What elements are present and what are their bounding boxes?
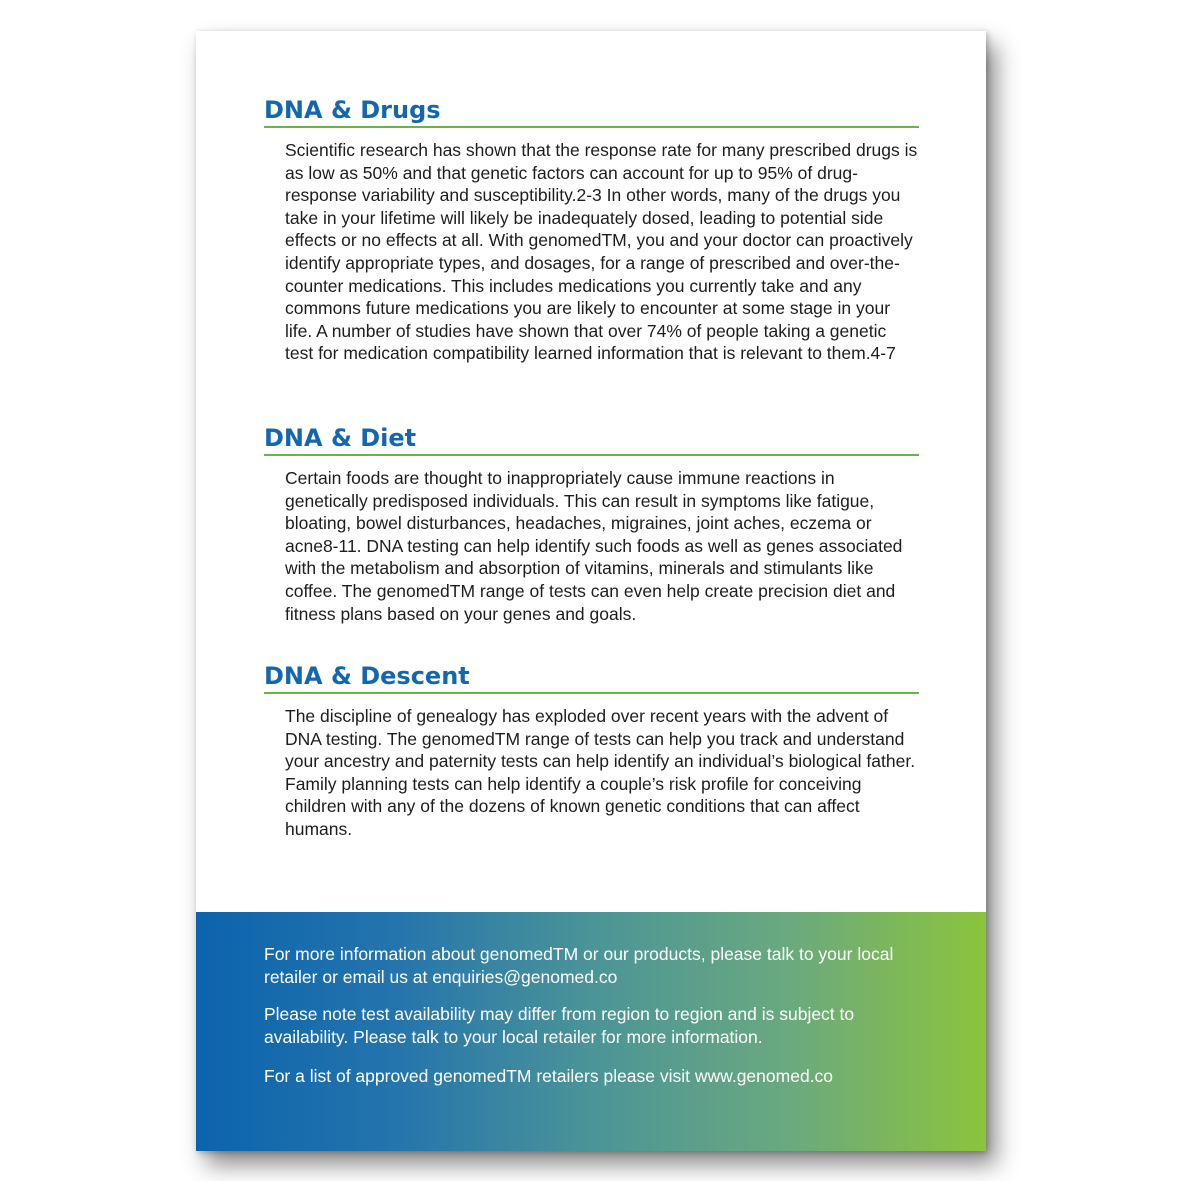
section-heading-drugs: DNA & Drugs — [264, 95, 919, 128]
flyer-sheet — [196, 31, 986, 1151]
section-dna-diet — [264, 423, 919, 625]
footer-banner — [196, 912, 986, 1151]
section-heading-descent: DNA & Descent — [264, 661, 919, 694]
section-body-descent: The discipline of genealogy has exploded over recent years with the advent of DNA testing. The genomedTM range of tests can help you track and understand your ancestry and paternity tests can help identify an individual’s biological father. Family planning tests can help identify a couple’s risk profile for conceiving children with any of the dozens of known genetic conditions that can affect humans. — [285, 706, 916, 839]
section-dna-descent — [264, 661, 919, 841]
section-body-diet: Certain foods are thought to inappropriately cause immune reactions in genetically predisposed individuals. This can result in symptoms like fatigue, bloating, bowel disturbances, headaches, migraines, joint aches, eczema or acne8-11. DNA testing can help identify such foods as well as genes associated with the metabolism and absorption of vitamins, minerals and stimulants like coffee. The genomedTM range of tests can even help create precision diet and fitness plans based on your genes and goals. — [285, 468, 903, 624]
section-body-drugs: Scientific research has shown that the response rate for many prescribed drugs is as low as 50% and that genetic factors can account for up to 95% of drug-response variability and susceptibility.2-3 In other words, many of the drugs you take in your lifetime will likely be inadequately dosed, leading to potential side effects or no effects at all. With genomedTM, you and your doctor can proactively identify appropriate types, and dosages, for a range of prescribed and over-the-counter medications. This includes medications you currently take and any commons future medications you are likely to encounter at some stage in your life. A number of studies have shown that over 74% of people taking a genetic test for medication compatibility learned information that is relevant to them.4-7 — [285, 140, 918, 364]
footer-availability-note: Please note test availability may differ from region to region and is subject to availability. Please talk to your local retailer for more information. — [264, 1004, 855, 1047]
section-dna-drugs — [264, 95, 919, 365]
section-heading-diet: DNA & Diet — [264, 423, 919, 456]
footer-retailers-link: For a list of approved genomedTM retailers please visit www.genomed.co — [264, 1066, 834, 1086]
footer-contact-info: For more information about genomedTM or our products, please talk to your local retailer or email us at enquiries@genomed.co — [264, 944, 894, 987]
